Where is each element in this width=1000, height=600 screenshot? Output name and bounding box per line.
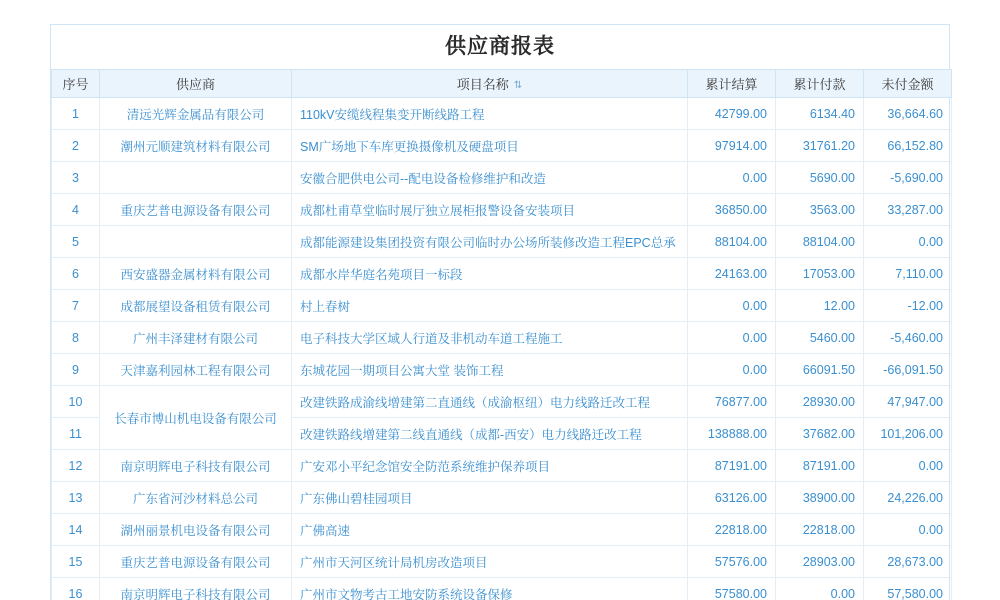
table-header-row: [52, 70, 952, 98]
cell-paid: 12.00: [776, 290, 864, 322]
column-header-project[interactable]: [292, 70, 688, 98]
cell-supplier: 广州丰泽建材有限公司: [100, 322, 292, 354]
cell-unpaid: 36,664.60: [864, 98, 952, 130]
cell-settled: 0.00: [688, 290, 776, 322]
cell-index: 11: [52, 418, 100, 450]
cell-index: 16: [52, 578, 100, 600]
table-row[interactable]: [52, 194, 952, 226]
cell-settled: 76877.00: [688, 386, 776, 418]
cell-unpaid: 0.00: [864, 450, 952, 482]
cell-unpaid: 57,580.00: [864, 578, 952, 600]
cell-project: 安徽合肥供电公司--配电设备检修维护和改造: [292, 162, 688, 194]
supplier-report-table: [51, 69, 952, 600]
cell-supplier: 长春市博山机电设备有限公司: [100, 386, 292, 450]
cell-project: 广安邓小平纪念馆安全防范系统维护保养项目: [292, 450, 688, 482]
table-row[interactable]: [52, 130, 952, 162]
cell-index: 3: [52, 162, 100, 194]
cell-supplier: 南京明辉电子科技有限公司: [100, 450, 292, 482]
cell-settled: 63126.00: [688, 482, 776, 514]
column-header-supplier-label: 供应商: [175, 77, 215, 92]
table-row[interactable]: [52, 354, 952, 386]
column-header-paid[interactable]: [776, 70, 864, 98]
cell-unpaid: 24,226.00: [864, 482, 952, 514]
cell-project: 成都杜甫草堂临时展厅独立展柜报警设备安装项目: [292, 194, 688, 226]
cell-index: 13: [52, 482, 100, 514]
cell-settled: 57576.00: [688, 546, 776, 578]
cell-paid: 3563.00: [776, 194, 864, 226]
cell-unpaid: 66,152.80: [864, 130, 952, 162]
cell-index: 4: [52, 194, 100, 226]
cell-settled: 87191.00: [688, 450, 776, 482]
cell-paid: 0.00: [776, 578, 864, 600]
table-row[interactable]: [52, 514, 952, 546]
cell-project: SM广场地下车库更换摄像机及硬盘项目: [292, 130, 688, 162]
cell-index: 6: [52, 258, 100, 290]
cell-settled: 0.00: [688, 162, 776, 194]
cell-supplier: 重庆艺普电源设备有限公司: [100, 194, 292, 226]
cell-paid: 66091.50: [776, 354, 864, 386]
cell-index: 12: [52, 450, 100, 482]
column-header-index-label: 序号: [62, 77, 89, 92]
cell-unpaid: 0.00: [864, 514, 952, 546]
table-row[interactable]: [52, 578, 952, 600]
cell-unpaid: 47,947.00: [864, 386, 952, 418]
cell-supplier: [100, 162, 292, 194]
cell-supplier: 湖州丽景机电设备有限公司: [100, 514, 292, 546]
table-row[interactable]: [52, 546, 952, 578]
cell-project: 成都能源建设集团投资有限公司临时办公场所装修改造工程EPC总承: [292, 226, 688, 258]
cell-supplier: 南京明辉电子科技有限公司: [100, 578, 292, 600]
cell-unpaid: 28,673.00: [864, 546, 952, 578]
cell-project: 广佛高速: [292, 514, 688, 546]
cell-index: 9: [52, 354, 100, 386]
cell-settled: 36850.00: [688, 194, 776, 226]
table-body: [52, 98, 952, 600]
column-header-unpaid-label: 未付金额: [881, 77, 934, 92]
cell-project: 改建铁路线增建第二线直通线（成都-西安）电力线路迁改工程: [292, 418, 688, 450]
cell-settled: 88104.00: [688, 226, 776, 258]
column-header-index[interactable]: [52, 70, 100, 98]
cell-paid: 17053.00: [776, 258, 864, 290]
cell-supplier: 成都展望设备租赁有限公司: [100, 290, 292, 322]
column-header-supplier[interactable]: [100, 70, 292, 98]
table-row[interactable]: [52, 258, 952, 290]
cell-supplier: 潮州元顺建筑材料有限公司: [100, 130, 292, 162]
table-row[interactable]: [52, 290, 952, 322]
cell-index: 1: [52, 98, 100, 130]
cell-paid: 5690.00: [776, 162, 864, 194]
table-row[interactable]: [52, 162, 952, 194]
table-row[interactable]: [52, 450, 952, 482]
cell-project: 村上春树: [292, 290, 688, 322]
cell-project: 电子科技大学区域人行道及非机动车道工程施工: [292, 322, 688, 354]
cell-index: 2: [52, 130, 100, 162]
supplier-report-card: [50, 24, 950, 600]
cell-paid: 37682.00: [776, 418, 864, 450]
cell-paid: 38900.00: [776, 482, 864, 514]
cell-index: 8: [52, 322, 100, 354]
cell-paid: 87191.00: [776, 450, 864, 482]
table-row[interactable]: [52, 322, 952, 354]
cell-unpaid: -12.00: [864, 290, 952, 322]
column-header-settled[interactable]: [688, 70, 776, 98]
cell-index: 14: [52, 514, 100, 546]
cell-index: 15: [52, 546, 100, 578]
cell-unpaid: -66,091.50: [864, 354, 952, 386]
cell-paid: 88104.00: [776, 226, 864, 258]
cell-settled: 57580.00: [688, 578, 776, 600]
cell-settled: 97914.00: [688, 130, 776, 162]
table-row[interactable]: [52, 98, 952, 130]
column-header-unpaid[interactable]: [864, 70, 952, 98]
column-header-settled-label: 累计结算: [705, 77, 758, 92]
cell-project: 改建铁路成渝线增建第二直通线（成渝枢纽）电力线路迁改工程: [292, 386, 688, 418]
cell-unpaid: -5,460.00: [864, 322, 952, 354]
cell-project: 东城花园一期项目公寓大堂 装饰工程: [292, 354, 688, 386]
column-header-paid-label: 累计付款: [793, 77, 846, 92]
table-row[interactable]: [52, 386, 952, 418]
cell-paid: 28903.00: [776, 546, 864, 578]
cell-supplier: 广东省河沙材料总公司: [100, 482, 292, 514]
cell-supplier: 重庆艺普电源设备有限公司: [100, 546, 292, 578]
cell-settled: 0.00: [688, 354, 776, 386]
cell-settled: 24163.00: [688, 258, 776, 290]
cell-supplier: 清远光辉金属品有限公司: [100, 98, 292, 130]
cell-unpaid: 0.00: [864, 226, 952, 258]
cell-index: 7: [52, 290, 100, 322]
cell-settled: 22818.00: [688, 514, 776, 546]
cell-index: 10: [52, 386, 100, 418]
cell-project: 成都水岸华庭名苑项目一标段: [292, 258, 688, 290]
cell-project: 广州市文物考古工地安防系统设备保修: [292, 578, 688, 600]
cell-unpaid: 7,110.00: [864, 258, 952, 290]
cell-settled: 0.00: [688, 322, 776, 354]
table-header: [52, 70, 952, 98]
cell-settled: 138888.00: [688, 418, 776, 450]
cell-paid: 5460.00: [776, 322, 864, 354]
cell-unpaid: 101,206.00: [864, 418, 952, 450]
cell-settled: 42799.00: [688, 98, 776, 130]
table-row[interactable]: [52, 482, 952, 514]
cell-project: 110kV安缆线程集变开断线路工程: [292, 98, 688, 130]
page-title: 供应商报表: [51, 25, 949, 69]
cell-project: 广州市天河区统计局机房改造项目: [292, 546, 688, 578]
column-header-project-label: 项目名称: [456, 77, 509, 92]
cell-paid: 22818.00: [776, 514, 864, 546]
cell-supplier: [100, 226, 292, 258]
cell-paid: 28930.00: [776, 386, 864, 418]
cell-unpaid: -5,690.00: [864, 162, 952, 194]
cell-paid: 6134.40: [776, 98, 864, 130]
cell-project: 广东佛山碧桂园项目: [292, 482, 688, 514]
cell-index: 5: [52, 226, 100, 258]
cell-supplier: 西安盛器金属材料有限公司: [100, 258, 292, 290]
cell-unpaid: 33,287.00: [864, 194, 952, 226]
cell-supplier: 天津嘉利园林工程有限公司: [100, 354, 292, 386]
sort-icon[interactable]: ⇅: [513, 80, 523, 91]
cell-paid: 31761.20: [776, 130, 864, 162]
table-row[interactable]: [52, 226, 952, 258]
